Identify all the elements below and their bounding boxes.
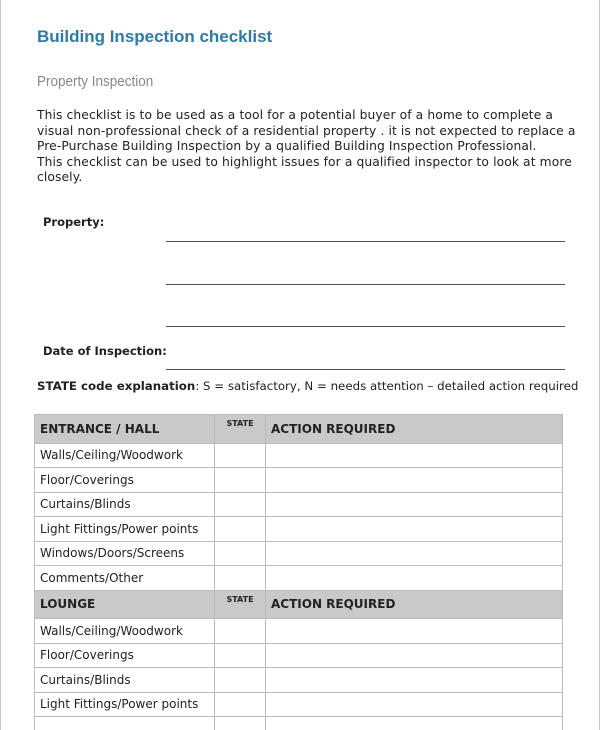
- table-row: [35, 492, 563, 517]
- table-row: [35, 566, 563, 591]
- action-cell[interactable]: [266, 566, 563, 591]
- item-label: Floor/Coverings: [35, 468, 215, 493]
- state-cell[interactable]: [215, 492, 266, 517]
- item-label: Light Fittings/Power points: [35, 517, 215, 542]
- table-row: [35, 619, 563, 644]
- action-cell[interactable]: [266, 619, 563, 644]
- checklist-table: [34, 414, 563, 730]
- section-header: [35, 590, 563, 619]
- action-header: ACTION REQUIRED: [266, 415, 563, 444]
- state-cell[interactable]: [215, 468, 266, 493]
- item-label: Curtains/Blinds: [35, 668, 215, 693]
- property-line[interactable]: [166, 284, 565, 285]
- section-name: ENTRANCE / HALL: [35, 415, 215, 444]
- item-label: Walls/Ceiling/Woodwork: [35, 443, 215, 468]
- item-label: [35, 717, 215, 730]
- date-label: Date of Inspection:: [43, 344, 167, 358]
- section-name: LOUNGE: [35, 590, 215, 619]
- state-code-explanation: [37, 379, 578, 393]
- state-cell[interactable]: [215, 517, 266, 542]
- item-label: Walls/Ceiling/Woodwork: [35, 619, 215, 644]
- document-title: Building Inspection checklist: [37, 27, 273, 46]
- state-cell[interactable]: [215, 443, 266, 468]
- state-cell[interactable]: [215, 643, 266, 668]
- action-cell[interactable]: [266, 692, 563, 717]
- property-label: Property:: [43, 215, 105, 229]
- item-label: Windows/Doors/Screens: [35, 541, 215, 566]
- action-cell[interactable]: [266, 541, 563, 566]
- table-row: [35, 468, 563, 493]
- state-cell[interactable]: [215, 541, 266, 566]
- date-line[interactable]: [166, 369, 565, 370]
- table-row: [35, 717, 563, 730]
- state-header: STATE: [215, 590, 266, 619]
- document-subtitle: Property Inspection: [37, 73, 154, 90]
- state-cell[interactable]: [215, 717, 266, 730]
- intro-paragraph: This checklist is to be used as a tool for a potential buyer of a home to complete a visual non-professional check of a residential property . it is not expected to replace a Pre-Purchase Building Inspection by a qualified Building Inspection Professional.: [37, 108, 576, 153]
- table-row: [35, 517, 563, 542]
- table-row: [35, 643, 563, 668]
- item-label: Floor/Coverings: [35, 643, 215, 668]
- state-header: STATE: [215, 415, 266, 444]
- state-cell[interactable]: [215, 692, 266, 717]
- item-label: Light Fittings/Power points: [35, 692, 215, 717]
- state-code-text: : S = satisfactory, N = needs attention – detailed action required: [195, 379, 579, 393]
- action-cell[interactable]: [266, 643, 563, 668]
- action-cell[interactable]: [266, 668, 563, 693]
- state-code-label: STATE code explanation: [37, 379, 196, 393]
- action-cell[interactable]: [266, 468, 563, 493]
- table-row: [35, 443, 563, 468]
- section-header: [35, 415, 563, 444]
- action-header: ACTION REQUIRED: [266, 590, 563, 619]
- action-cell[interactable]: [266, 517, 563, 542]
- item-label: Curtains/Blinds: [35, 492, 215, 517]
- intro-text: [37, 108, 577, 186]
- item-label: Comments/Other: [35, 566, 215, 591]
- property-line[interactable]: [166, 326, 565, 327]
- table-row: [35, 668, 563, 693]
- action-cell[interactable]: [266, 492, 563, 517]
- state-cell[interactable]: [215, 668, 266, 693]
- action-cell[interactable]: [266, 443, 563, 468]
- table-row: [35, 541, 563, 566]
- state-cell[interactable]: [215, 566, 266, 591]
- table-row: [35, 692, 563, 717]
- intro-paragraph: This checklist can be used to highlight issues for a qualified inspector to look at more closely.: [37, 154, 572, 184]
- property-line[interactable]: [166, 241, 565, 242]
- action-cell[interactable]: [266, 717, 563, 730]
- state-cell[interactable]: [215, 619, 266, 644]
